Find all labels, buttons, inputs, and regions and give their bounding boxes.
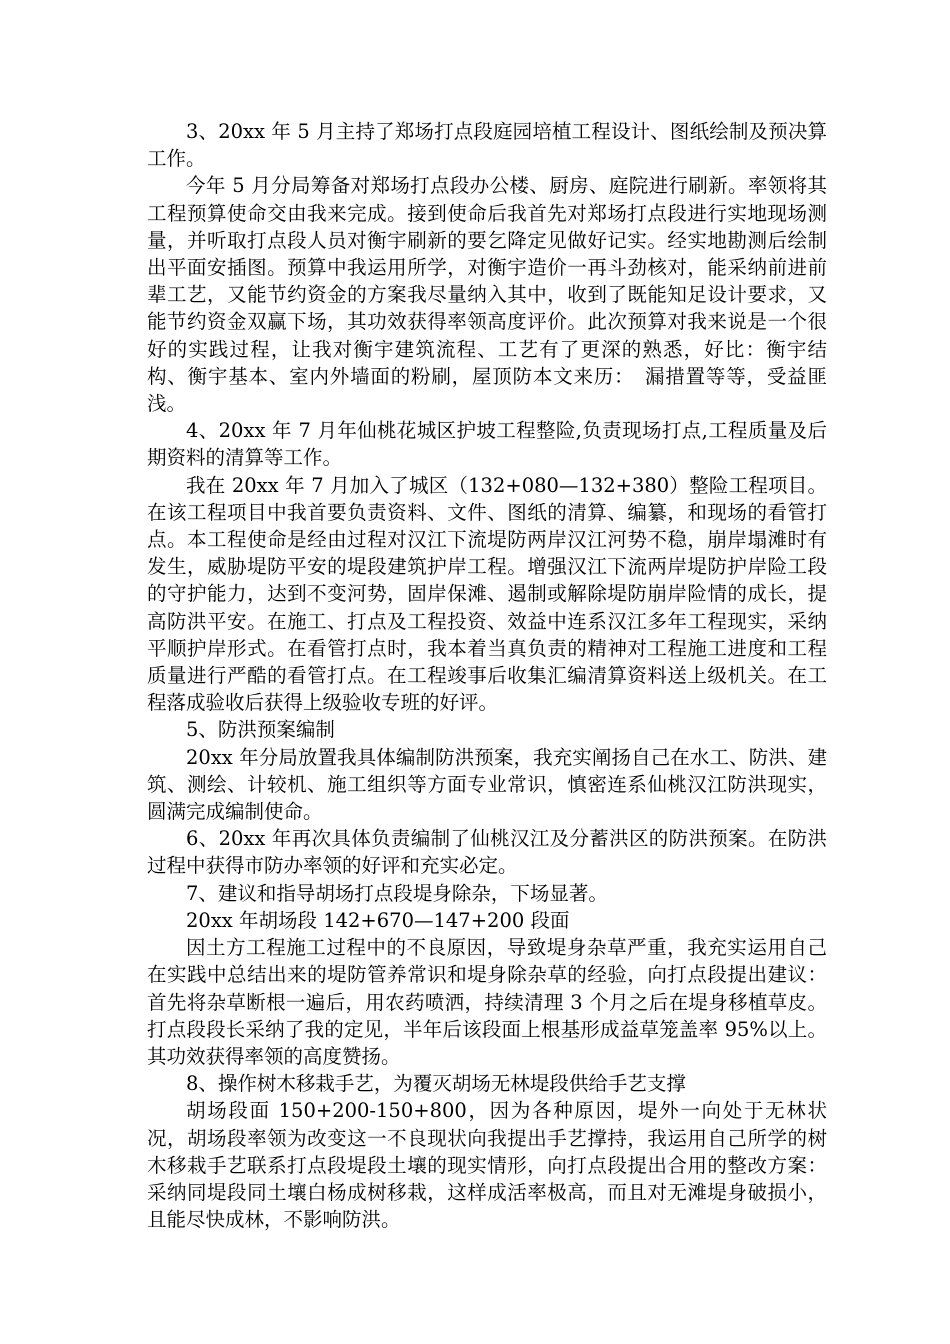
paragraph-flood-plan: 20xx 年分局放置我具体编制防洪预案，我充实阐扬自己在水工、防洪、建筑、测绘、计较机、施工组织等方面专业常识，慎密连系仙桃汉江防洪现实，圆满完成编制使命。 xyxy=(147,745,827,824)
paragraph-item-7-heading: 7、建议和指导胡场打点段堤身除杂，下场显著。 xyxy=(186,881,608,905)
document-page xyxy=(147,118,827,1233)
paragraph-item-5-heading: 5、防洪预案编制 xyxy=(186,718,335,742)
paragraph-item-3-heading: 3、20xx 年 5 月主持了郑场打点段庭园培植工程设计、图纸绘制及预决算工作。 xyxy=(147,120,827,171)
paragraph-garden-budget: 今年 5 月分局筹备对郑场打点段办公楼、厨房、庭院进行刷新。率领将其工程预算使命交由我来完成。接到使命后我首先对郑场打点段进行实地现场测量，并听取打点段人员对衡宇刷新的要乞降定见做好记实。经实地勘测后绘制出平面安插图。预算中我运用所学，对衡宇造价一再斗劲核对，能采纳前进前辈工艺，又能节约资金的方案我尽量纳入其中，收到了既能知足设计要求，又能节约资金双赢下场，其功效获得率领高度评价。此次预算对我来说是一个很好的实践过程，让我对衡宇建筑流程、工艺有了更深的熟悉，好比：衡宇结构、衡宇基本、室内外墙面的粉刷，屋顶防本文来历： 漏措置等等，受益匪浅。 xyxy=(147,174,827,416)
paragraph-weed-removal: 因土方工程施工过程中的不良原因，导致堤身杂草严重，我充实运用自己在实践中总结出来的堤防管养常识和堤身除杂草的经验，向打点段提出建议：首先将杂草断根一遍后，用农药喷洒，持续清理 3 个月之后在堤身移植草皮。打点段段长采纳了我的定见，半年后该段面上根基形成益草笼盖率 95%以上。其功效获得率领的高度赞扬。 xyxy=(147,936,827,1068)
paragraph-item-4-heading: 4、20xx 年 7 月年仙桃花城区护坡工程整险,负责现场打点,工程质量及后期资料的清算等工作。 xyxy=(147,419,827,470)
paragraph-tree-transplant: 胡场段面 150+200-150+800，因为各种原因，堤外一向处于无林状况，胡场段率领为改变这一不良现状向我提出手艺撑持，我运用自己所学的树木移栽手艺联系打点段堤段土壤的现实情形，向打点段提出合用的整改方案：采纳同堤段同土壤白杨成树移栽，这样成活率极高，而且对无滩堤身破损小，且能尽快成林，不影响防洪。 xyxy=(147,1099,827,1232)
paragraph-section-label: 20xx 年胡场段 142+670—147+200 段面 xyxy=(186,908,570,932)
paragraph-item-6-heading: 6、20xx 年再次具体负责编制了仙桃汉江及分蓄洪区的防洪预案。在防洪过程中获得市防办率领的好评和充实必定。 xyxy=(147,827,827,878)
paragraph-item-8-heading: 8、操作树木移栽手艺，为覆灭胡场无林堤段供给手艺支撑 xyxy=(186,1072,686,1096)
paragraph-revetment-project: 我在 20xx 年 7 月加入了城区（132+080—132+380）整险工程项目。在该工程项目中我首要负责资料、文件、图纸的清算、编纂，和现场的看管打点。本工程使命是经由过程对汉江下流堤防两岸汉江河势不稳，崩岸塌滩时有发生，威胁堤防平安的堤段建筑护岸工程。增强汉江下流两岸堤防护岸险工段的守护能力，达到不变河势，固岸保滩、遏制或解除堤防崩岸险情的成长，提高防洪平安。在施工、打点及工程投资、效益中连系汉江多年工程现实，采纳平顺护岸形式。在看管打点时，我本着当真负责的精神对工程施工进度和工程质量进行严酷的看管打点。在工程竣事后收集汇编清算资料送上级机关。在工程落成验收后获得上级验收专班的好评。 xyxy=(147,473,827,715)
